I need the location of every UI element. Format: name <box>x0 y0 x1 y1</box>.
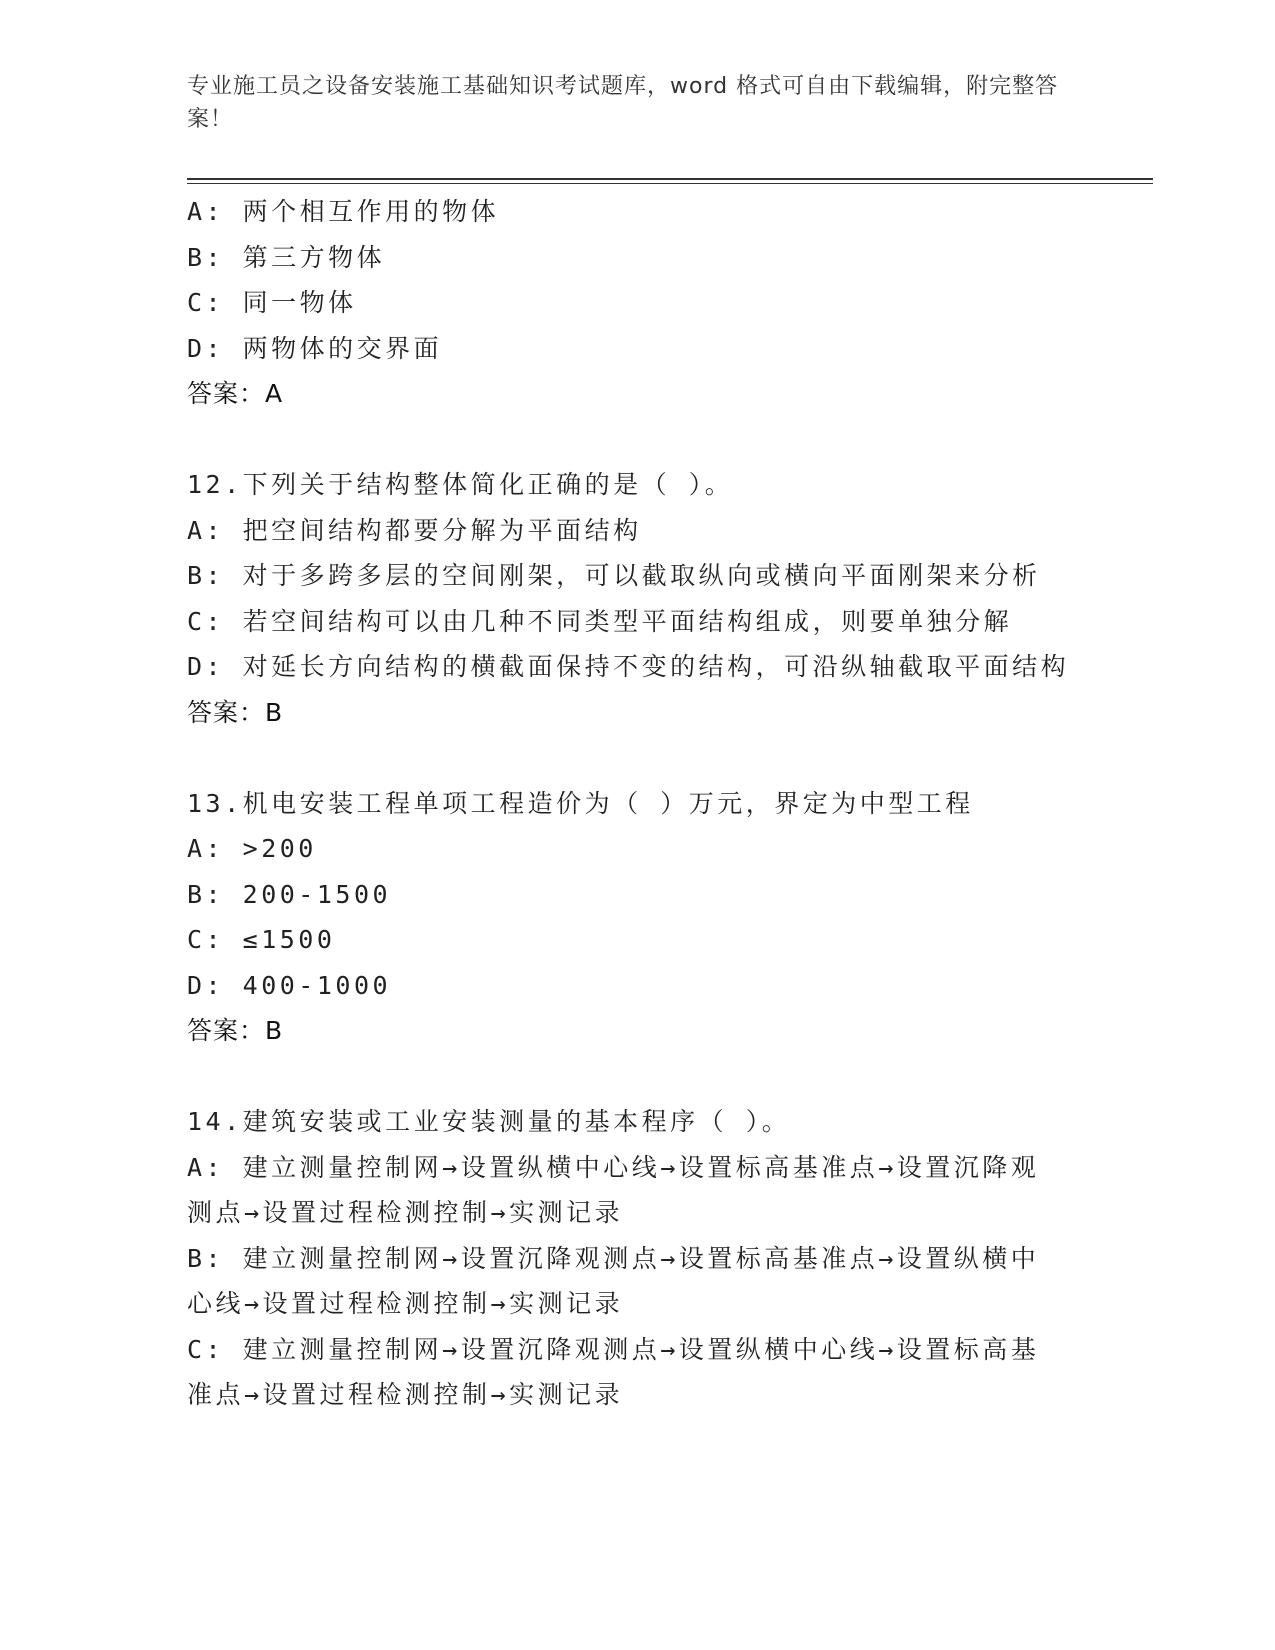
header-rule-thick <box>187 178 1153 180</box>
question-text: 12.下列关于结构整体简化正确的是（ ）。 <box>187 470 734 499</box>
option-c: C: ≤1500 <box>187 925 336 954</box>
option-a: A: 把空间结构都要分解为平面结构 <box>187 515 642 545</box>
question-14-block <box>187 1099 1087 1418</box>
spacer <box>187 735 1087 781</box>
header-rule-thin <box>187 183 1153 184</box>
option-d: D: 两物体的交界面 <box>187 333 443 363</box>
question-text: 13.机电安装工程单项工程造价为（ ）万元，界定为中型工程 <box>187 788 974 818</box>
option-b: B: 200-1500 <box>187 879 392 909</box>
option-c-line-1: C: 建立测量控制网→设置沉降观测点→设置纵横中心线→设置标高基 <box>187 1334 1040 1364</box>
option-c-line-2: 准点→设置过程检测控制→实测记录 <box>187 1380 624 1409</box>
question-text: 14.建筑安装或工业安装测量的基本程序（ ）。 <box>187 1107 791 1136</box>
option-b-line-2: 心线→设置过程检测控制→实测记录 <box>187 1289 624 1318</box>
document-header: 专业施工员之设备安装施工基础知识考试题库，word 格式可自由下载编辑，附完整答案！ <box>187 74 1059 132</box>
option-d: D: 400-1000 <box>187 970 392 1000</box>
spacer <box>187 417 1087 463</box>
option-a-line-2: 测点→设置过程检测控制→实测记录 <box>187 1198 624 1227</box>
option-b-line-1: B: 建立测量控制网→设置沉降观测点→设置标高基准点→设置纵横中 <box>187 1243 1040 1273</box>
option-d: D: 对延长方向结构的横截面保持不变的结构，可沿纵轴截取平面结构 <box>187 652 1070 681</box>
option-a: A: >200 <box>187 834 317 863</box>
answer-line: 答案：A <box>187 379 284 408</box>
question-11-block <box>187 189 1087 417</box>
option-a-line-1: A: 建立测量控制网→设置纵横中心线→设置标高基准点→设置沉降观 <box>187 1152 1040 1182</box>
option-b: B: 对于多跨多层的空间刚架，可以截取纵向或横向平面刚架来分析 <box>187 561 1041 590</box>
option-c: C: 同一物体 <box>187 288 357 317</box>
option-c: C: 若空间结构可以由几种不同类型平面结构组成，则要单独分解 <box>187 606 1013 636</box>
answer-line: 答案：B <box>187 1016 284 1045</box>
option-a: A: 两个相互作用的物体 <box>187 197 500 226</box>
option-b: B: 第三方物体 <box>187 242 386 272</box>
answer-line: 答案：B <box>187 697 284 727</box>
spacer <box>187 1054 1087 1100</box>
question-12-block <box>187 462 1087 735</box>
question-content <box>187 189 1087 1418</box>
question-13-block <box>187 781 1087 1054</box>
